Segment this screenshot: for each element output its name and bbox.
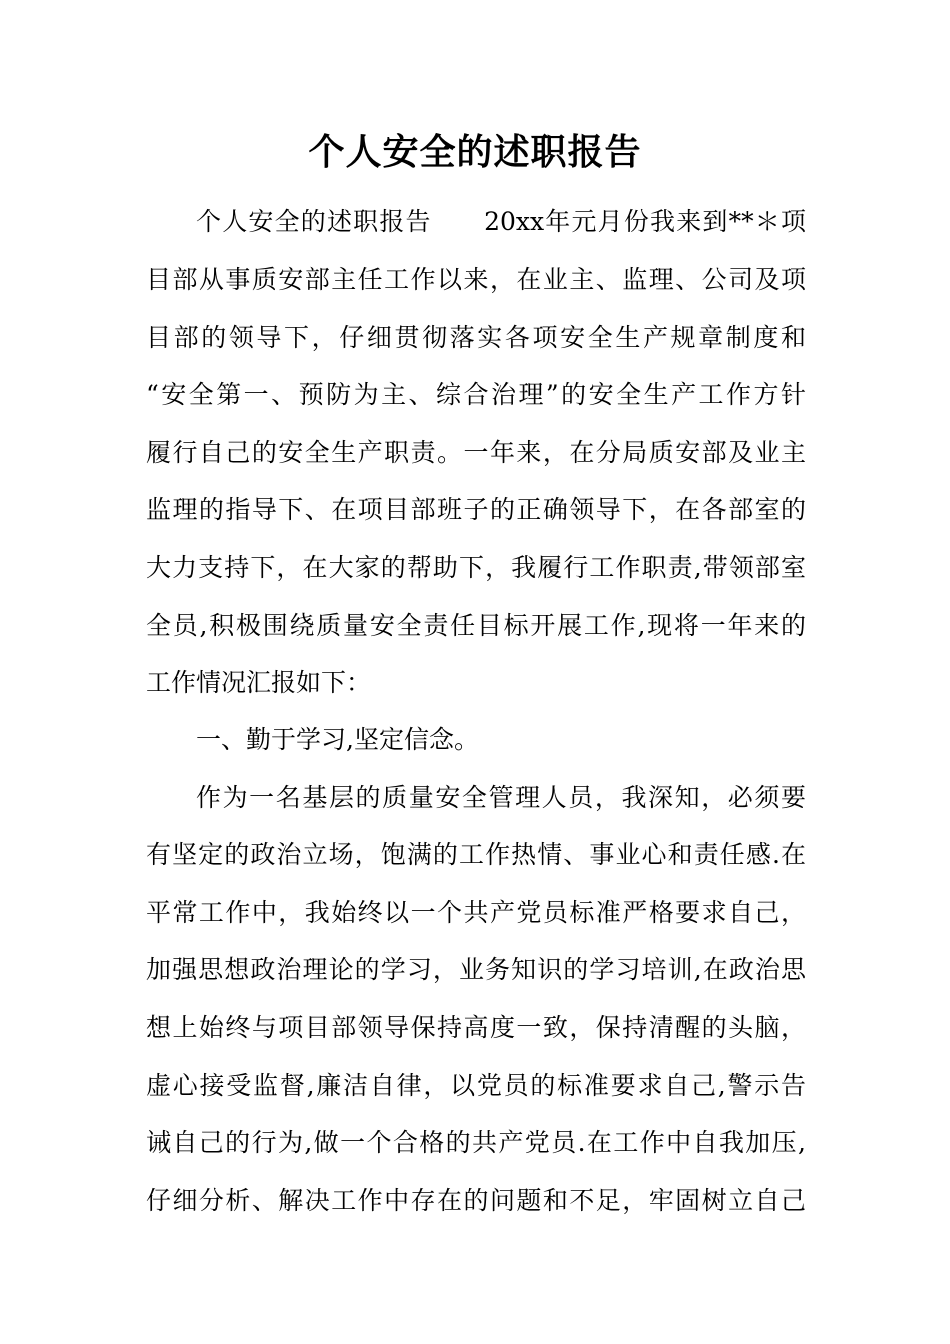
paragraph-line: 有坚定的政治立场，饱满的工作热情、事业心和责任感.在: [146, 840, 806, 869]
paragraph-line: 工作情况汇报如下：: [146, 668, 372, 697]
paragraph-line: 个人安全的述职报告 20xx年元月份我来到**＊项: [196, 207, 806, 236]
paragraph-line: 作为一名基层的质量安全管理人员，我深知，必须要: [196, 783, 806, 812]
section-heading: 一、勤于学习,坚定信念。: [196, 725, 479, 754]
paragraph-line: 想上始终与项目部领导保持高度一致，保持清醒的头脑，: [146, 1013, 806, 1042]
document-title: 个人安全的述职报告: [308, 131, 642, 173]
paragraph-line: 平常工作中，我始终以一个共产党员标准严格要求自己，: [146, 898, 806, 927]
paragraph-line: 加强思想政治理论的学习，业务知识的学习培训,在政治思: [146, 955, 806, 984]
paragraph-line: 虚心接受监督,廉洁自律，以党员的标准要求自己,警示告: [146, 1071, 806, 1100]
paragraph-line: 大力支持下，在大家的帮助下，我履行工作职责,带领部室: [146, 553, 806, 582]
paragraph-line: 监理的指导下、在项目部班子的正确领导下，在各部室的: [146, 495, 806, 524]
paragraph-line: “安全第一、预防为主、综合治理”的安全生产工作方针: [146, 380, 806, 409]
paragraph-line: 履行自己的安全生产职责。一年来，在分局质安部及业主: [146, 438, 806, 467]
paragraph-line: 目部从事质安部主任工作以来，在业主、监理、公司及项: [146, 265, 806, 294]
paragraph-line: 诫自己的行为,做一个合格的共产党员.在工作中自我加压,: [146, 1128, 806, 1157]
paragraph-line: 仔细分析、解决工作中存在的问题和不足，牢固树立自己: [146, 1186, 806, 1215]
paragraph-line: 目部的领导下，仔细贯彻落实各项安全生产规章制度和: [146, 323, 806, 352]
paragraph-line: 全员,积极围绕质量安全责任目标开展工作,现将一年来的: [146, 611, 806, 640]
